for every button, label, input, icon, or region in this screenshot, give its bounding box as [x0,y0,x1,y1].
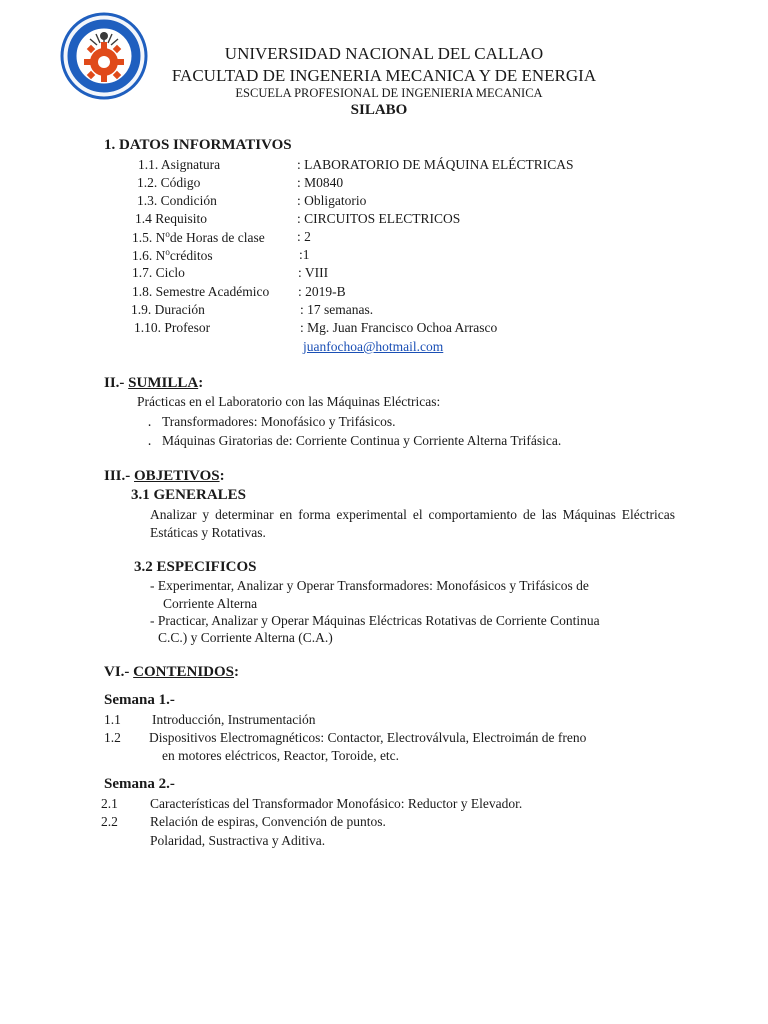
info-value: : Obligatorio [297,193,367,208]
info-label: 1.4 Requisito [135,211,208,226]
section-datos-title: 1. DATOS INFORMATIVOS [104,137,292,153]
professor-email-link[interactable]: juanfochoa@hotmail.com [303,339,444,354]
generales-text: Analizar y determinar en forma experimental el comportamiento de las Máquinas Eléctricas Estáticas y Rotativas. [150,507,675,540]
info-label: 1.5. $N^ode$ Horas de clase [132,229,265,245]
school-name: ESCUELA PROFESIONAL DE INGENIERIA MECANICA [235,86,543,100]
info-value: : VIII [298,265,329,280]
topic-text-continuation: en motores eléctricos, Reactor, Toroide, etc. [162,748,400,763]
topic-text: Relación de espiras, Convención de puntos. [150,814,386,829]
section-contenidos-title: VI.- CONTENIDOS: [104,664,240,680]
week-title: Semana 1.- [104,692,175,708]
info-value: : M0840 [297,175,344,190]
list-item: - Practicar, Analizar y Operar Máquinas Eléctricas Rotativas de Corriente Continua [150,613,600,628]
list-item: - Experimentar, Analizar y Operar Transformadores: Monofásicos y Trifásicos de [150,578,589,593]
info-value: : 2 [297,229,311,244]
info-value: : CIRCUITOS ELECTRICOS [297,211,461,226]
bullet-icon: ․ [148,437,152,447]
section-objetivos-title: III.- OBJETIVOS: [104,468,225,484]
document-title: SILABO [350,102,408,118]
topic-text: Introducción, Instrumentación [152,712,316,727]
sumilla-intro: Prácticas en el Laboratorio con las Máquinas Eléctricas: [137,394,441,409]
info-label: 1.6. $N^ocréditos$ [132,247,213,263]
info-label: 1.10. Profesor [134,320,211,335]
section-sumilla-title: II.- SUMILLA: [104,375,204,391]
info-label: 1.9. Duración [131,302,205,317]
info-value: : Mg. Juan Francisco Ochoa Arrasco [300,320,498,335]
topic-number: 2.2 [101,814,118,829]
topic-number: 2.1 [101,796,118,811]
faculty-name: FACULTAD DE INGENERIA MECANICA Y DE ENERGIA [171,66,597,85]
topic-text: Características del Transformador Monofásico: Reductor y Elevador. [150,796,523,811]
list-item: ․ Transformadores: Monofásico y Trifásicos. [148,414,396,429]
especificos-title: 3.2 ESPECIFICOS [134,559,257,575]
list-item-continuation: C.C.) y Corriente Alterna (C.A.) [158,630,333,645]
info-label: 1.8. Semestre Académico [132,284,270,299]
info-label: 1.3. Condición [137,193,217,208]
info-value: : 17 semanas. [300,302,374,317]
list-item: ․ Máquinas Giratorias de: Corriente Continua y Corriente Alterna Trifásica. [148,433,562,448]
generales-title: 3.1 GENERALES [131,487,247,503]
week-title: Semana 2.- [104,776,175,792]
university-name: UNIVERSIDAD NACIONAL DEL CALLAO [224,44,544,63]
info-value: : LABORATORIO DE MÁQUINA ELÉCTRICAS [297,157,574,172]
topic-text: Dispositivos Electromagnéticos: Contactor, Electroválvula, Electroimán de freno [149,730,587,745]
info-label: 1.7. Ciclo [132,265,185,280]
info-label: 1.1. Asignatura [138,157,221,172]
topic-text-continuation: Polaridad, Sustractiva y Aditiva. [150,833,326,848]
topic-number: 1.1 [104,712,121,727]
info-label: 1.2. Código [137,175,201,190]
info-value: :1 [299,247,310,262]
info-value: : 2019-B [298,284,346,299]
topic-number: 1.2 [104,730,121,745]
list-item-continuation: Corriente Alterna [163,596,258,611]
bullet-icon: ․ [148,418,152,428]
